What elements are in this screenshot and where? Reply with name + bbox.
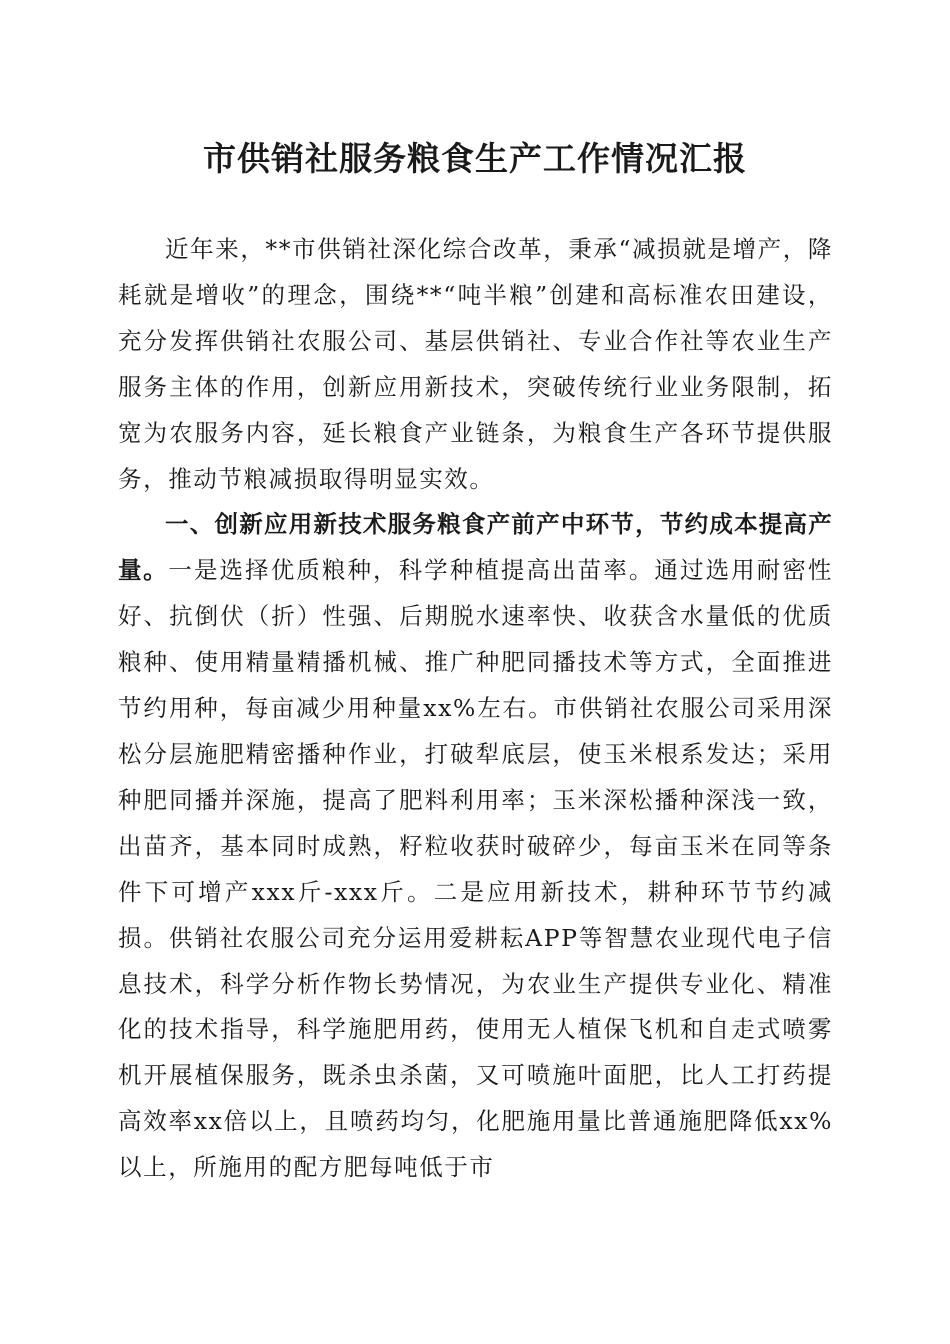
document-title: 市供销社服务粮食生产工作情况汇报	[203, 139, 747, 178]
section-1-body: 一是选择优质粮种，科学种植提高出苗率。通过选用耐密性好、抗倒伏（折）性强、后期脱水速率快、收获含水量低的优质粮种、使用精量精播机械、推广种肥同播技术等方式，全面推进节约用种，每亩减少用种量xx%左右。市供销社农服公司采用深松分层施肥精密播种作业，打破犁底层，使玉米根系发达；采用种肥同播并深施，提高了肥料利用率；玉米深松播种深浅一致，出苗齐，基本同时成熟，籽粒收获时破碎少，每亩玉米在同等条件下可增产xxx斤-xxx斤。二是应用新技术，耕种环节节约减损。供销社农服公司充分运用爱耕耘APP等智慧农业现代电子信息技术，科学分析作物长势情况，为农业生产提供专业化、精准化的技术指导，科学施肥用药，使用无人植保飞机和自走式喷雾机开展植保服务，既杀虫杀菌，又可喷施叶面肥，比人工打药提高效率xx倍以上，且喷药均匀，化肥施用量比普通施肥降低xx%以上，所施用的配方肥每吨低于市	[118, 556, 833, 1182]
section-1-heading: 一、创新应用新技术服务粮食产前产中环节，节约成本提高产量。	[118, 510, 833, 585]
section-1-paragraph	[118, 502, 833, 1191]
document-body	[118, 227, 833, 1191]
intro-paragraph: 近年来，**市供销社深化综合改革，秉承“减损就是增产，降耗就是增收”的理念，围绕**“吨半粮”创建和高标准农田建设，充分发挥供销社农服公司、基层供销社、专业合作社等农业生产服务主体的作用，创新应用新技术，突破传统行业业务限制，拓宽为农服务内容，延长粮食产业链条，为粮食生产各环节提供服务，推动节粮减损取得明显实效。	[118, 235, 833, 493]
